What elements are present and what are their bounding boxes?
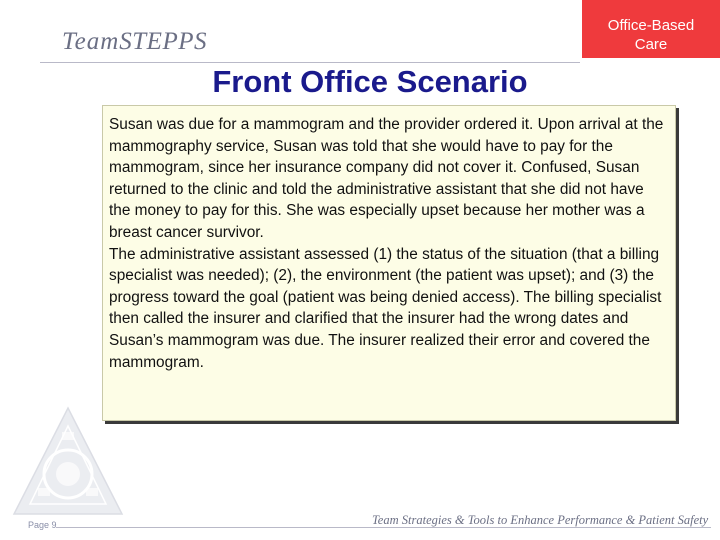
scenario-text-box — [102, 105, 676, 421]
logo-stepps: STEPPS — [119, 28, 207, 55]
page-number: Page 9 — [28, 520, 57, 530]
module-tab-line2: Care — [634, 36, 668, 53]
module-tab — [582, 0, 720, 58]
footer-tagline: Team Strategies & Tools to Enhance Performance & Patient Safety — [372, 513, 709, 527]
scenario-paragraph-2: The administrative assistant assessed (1) the status of the situation (that a billing specialist was needed); (2), the environment (the patient was upset); and (3) the progress toward the goal (patient was being denied access). The billing specialist then called the insurer and clarified that the insurer had the wrong dates and Susan’s mammogram was due. The insurer realized their error and covered the mammogram. — [109, 245, 662, 371]
logo-team: Team — [62, 28, 120, 55]
module-tab-line1: Office-Based — [607, 17, 695, 34]
scenario-paragraph-1: Susan was due for a mammogram and the provider ordered it. Upon arrival at the mammography service, Susan was told that she would have to pay for the mammogram, since her insurance company did not cover it. Confused, Susan returned to the clinic and told the administrative assistant that she did not have the money to pay for this. She was especially upset because her mother was a breast cancer survivor. — [109, 116, 664, 241]
header-divider — [40, 62, 580, 63]
slide-title: Front Office Scenario — [212, 64, 528, 99]
teamstepps-logo — [62, 28, 207, 56]
